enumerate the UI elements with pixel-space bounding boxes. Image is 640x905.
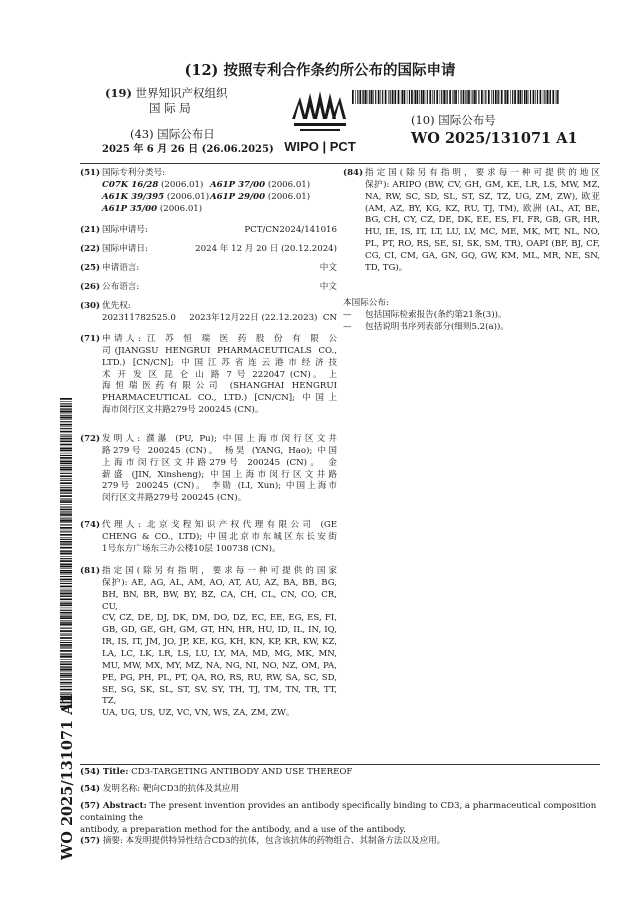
text-line: (AM, AZ, BY, KG, KZ, RU, TJ, TM), 欧洲 (AL, AT, BE, [365, 203, 600, 214]
pubno: WO 2025/131071 A1 [411, 130, 578, 147]
bottom-divider [80, 764, 600, 765]
text-line: PL, PT, RO, RS, SE, SI, SK, SM, TR), OAPI (BF, BJ, CF, [365, 239, 600, 250]
text-line: LTD.) [CN/CN]; 中国江苏省连云港市经济技 [102, 357, 337, 368]
pubno-vertical: WO 2025/131071 A1 [59, 693, 76, 860]
text-line: 海恒瑞医药有限公司 (SHANGHAI HENGRUI [102, 381, 337, 392]
header-divider [80, 163, 600, 164]
published-item: — 包括说明书序列表部分(细则5.2(a))。 [343, 321, 509, 332]
pubdate: 2025 年 6 月 26 日 (26.06.2025) [102, 144, 274, 155]
text-line: 闵行区文井路279号 200245 (CN)。 [102, 493, 247, 504]
text-line: MU, MW, MX, MY, MZ, NA, NG, NI, NO, NZ, OM, PA, [102, 660, 337, 671]
text-line: BH, BN, BR, BW, BY, BZ, CA, CH, CL, CN, CO, CR, CU, [102, 589, 337, 612]
text-line: 指定国(除另有指明，要求每一种可提供的国家 [102, 566, 337, 576]
text-line: 海市闵行区文井路279号 200245 (CN)。 [102, 405, 264, 416]
text-line: PE, PG, PH, PL, PT, QA, RO, RS, RU, RW, SA, SC, SD, [102, 672, 337, 683]
barcode-top [352, 90, 559, 104]
classification-row: A61K 39/395 (2006.01) A61P 29/00 (2006.01) [102, 191, 311, 202]
text-line: 保护): AE, AG, AL, AM, AO, AT, AU, AZ, BA, BB, BG, [102, 577, 337, 588]
text-line: 指定国(除另有指明，要求每一种可提供的地区 [365, 168, 600, 178]
text-line: TD, TG)。 [365, 262, 408, 273]
abstract-en: (57) Abstract: The present invention provides an antibody specifically binding to CD3, a pharmaceutical composition containing the antibody, a preparation method for the antibody, and a use of the antibody. [80, 801, 597, 835]
text-line: 保护): ARIPO (BW, CV, GH, GM, KE, LR, LS, MW, MZ, [365, 179, 600, 190]
text-line: BG, CH, CY, CZ, DE, DK, EE, ES, FI, FR, GB, GR, HR, [365, 215, 600, 226]
text-line: 279号 200245 (CN)。 李勋 (LI, Xun); 中国上海市 [102, 481, 337, 492]
text-line: GB, GD, GE, GH, GM, GT, HN, HR, HU, ID, IL, IN, IQ, [102, 625, 337, 636]
text-line: LA, LC, LK, LR, LS, LU, LY, MA, MD, MG, MK, MN, [102, 649, 337, 660]
text-line: 术 开 发 区 昆 仑 山 路 7 号 222047 (CN)。 上 [102, 369, 337, 380]
text-line: CG, CI, CM, GA, GN, GQ, GW, KM, ML, MR, NE, SN, [365, 251, 600, 262]
text-line: 路279号 200245 (CN)。 杨昊 (YANG, Hao); 中国 [102, 445, 337, 456]
classification-row: A61P 35/00 (2006.01) [102, 203, 203, 214]
org-bureau: 国 际 局 [149, 101, 191, 116]
title-cn: (54) 发明名称: 靶向CD3的抗体及其应用 [80, 784, 240, 794]
text-line: PHARMACEUTICAL CO., LTD.) [CN/CN]; 中国上 [102, 393, 337, 404]
text-line: 上海市闵行区文井路279号 200245 (CN)。 金 [102, 457, 337, 468]
text-line: NA, RW, SC, SD, SL, ST, SZ, TZ, UG, ZM, ZW), 欧亚 [365, 191, 600, 202]
pubdate-label: (43) 国际公布日 [130, 127, 215, 141]
organization [105, 86, 265, 116]
text-line: 司(JIANGSU HENGRUI PHARMACEUTICALS CO., [102, 345, 337, 356]
text-line: 薪盛 (JIN, Xinsheng); 中国上海市闵行区文井路 [102, 469, 337, 480]
text-line: 代理人: 北京戈程知识产权代理有限公司 (GE [102, 520, 337, 530]
text-line: 申请人: 江 苏 恒 瑞 医 药 股 份 有 限 公 [102, 334, 337, 344]
published-item: — 包括国际检索报告(条约第21条(3))。 [343, 309, 507, 320]
text-line: UA, UG, US, UZ, VC, VN, WS, ZA, ZM, ZW。 [102, 708, 295, 719]
org-name: 世界知识产权组织 [135, 86, 228, 100]
document-title: (12) 按照专利合作条约所公布的国际申请 [184, 62, 456, 79]
wipo-logo-text: WIPO | PCT [284, 139, 356, 154]
title-en: (54) Title: CD3-TARGETING ANTIBODY AND USE THEREOF [80, 767, 353, 777]
text-line: IR, IS, IT, JM, JO, JP, KE, KG, KH, KN, KP, KR, KW, KZ, [102, 637, 337, 648]
text-line: CV, CZ, DE, DJ, DK, DM, DO, DZ, EC, EE, EG, ES, FI, [102, 613, 337, 624]
published-info: 本国际公布: — 包括国际检索报告(条约第21条(3))。 — 包括说明书序列表部分(细则5.2(a))。 [343, 298, 600, 334]
text-line: 发明人: 濮瀑 (PU, Pu); 中国上海市闵行区文井 [102, 434, 337, 444]
org-code: (19) [105, 86, 132, 100]
classification-row: C07K 16/28 (2006.01) A61P 37/00 (2006.01) [102, 179, 311, 190]
abstract-cn: (57) 摘要: 本发明提供特异性结合CD3的抗体，包含该抗体的药物组合、其制备方法以及应用。 [80, 836, 446, 846]
pubno-label: (10) 国际公布号 [411, 113, 496, 127]
text-line: 1号东方广场东三办公楼10层 100738 (CN)。 [102, 543, 281, 554]
barcode-side [60, 398, 72, 708]
text-line: SE, SG, SK, SL, ST, SV, SY, TH, TJ, TM, TN, TR, TT, TZ, [102, 684, 337, 707]
text-line: CHENG & CO., LTD); 中国北京市东城区东长安街 [102, 531, 337, 542]
text-line: HU, IE, IS, IT, LT, LU, LV, MC, ME, MK, MT, NL, NO, [365, 227, 600, 238]
